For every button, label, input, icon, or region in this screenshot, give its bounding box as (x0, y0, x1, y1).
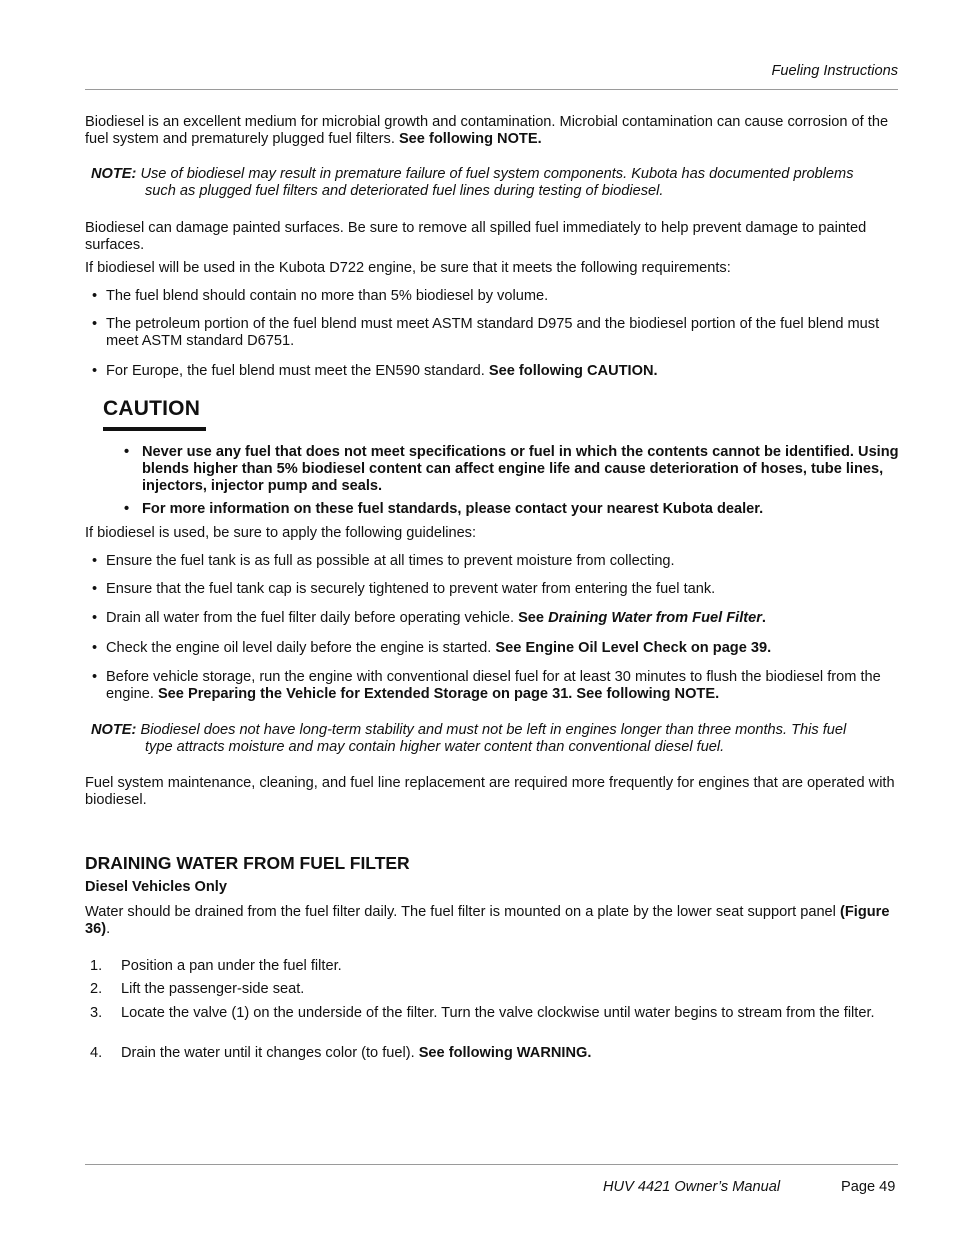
bullet-icon: • (92, 553, 98, 569)
header-rule (85, 89, 898, 90)
requirement-item (92, 363, 886, 380)
note-label: NOTE: (91, 722, 137, 738)
requirement-text: For Europe, the fuel blend must meet the EN590 standard. (106, 363, 489, 379)
guideline-item (92, 610, 886, 627)
requirement-reference: See following CAUTION. (488, 363, 658, 379)
caution-title: CAUTION (103, 397, 201, 420)
guideline-text: Ensure that the fuel tank cap is securely tightened to prevent water from entering the fuel tank. (106, 581, 716, 597)
caution-underline (103, 427, 206, 431)
step-text: Lift the passenger-side seat. (121, 981, 305, 997)
maintenance-paragraph: Fuel system maintenance, cleaning, and fuel line replacement are required more frequently for engines that are operated with biodiesel. (85, 775, 895, 808)
intro-paragraph (85, 114, 899, 148)
bullet-icon: • (124, 444, 130, 460)
note-text-line1: Biodiesel does not have long-term stability and must not be left in engines longer than three months. This fuel (136, 722, 847, 738)
step-text: Position a pan under the fuel filter. (121, 958, 342, 974)
caution-item (124, 444, 924, 495)
note-text-line2: such as plugged fuel filters and deteriorated fuel lines during testing of biodiesel. (145, 183, 664, 199)
section-paragraph (85, 904, 899, 938)
cross-reference-link[interactable]: See Preparing the Vehicle for Extended Storage on page 31. See following NOTE. (157, 686, 720, 702)
guideline-item (92, 669, 886, 703)
note-block-1 (91, 166, 901, 200)
intro-reference: See following NOTE. (398, 131, 542, 147)
note-label: NOTE: (91, 166, 137, 182)
guideline-item (92, 581, 886, 598)
caution-text: For more information on these fuel standards, please contact your nearest Kubota dealer. (142, 501, 764, 517)
step-number: 4. (90, 1045, 103, 1061)
section-text: Water should be drained from the fuel filter daily. The fuel filter is mounted on a plate by the lower seat support panel (85, 904, 840, 920)
step-number: 1. (90, 958, 103, 974)
guideline-item (92, 553, 886, 570)
bullet-icon: • (92, 288, 98, 304)
step-number: 3. (90, 1005, 103, 1021)
guideline-text: Check the engine oil level daily before the engine is started. (106, 640, 496, 656)
note-text-line1: Use of biodiesel may result in premature failure of fuel system components. Kubota has documented problems (136, 166, 854, 182)
footer-rule (85, 1164, 898, 1165)
bullet-icon: • (124, 501, 130, 517)
step-item (90, 1045, 911, 1062)
bullet-icon: • (92, 640, 98, 656)
step-item (90, 958, 911, 975)
bullet-icon: • (92, 581, 98, 597)
guideline-item (92, 640, 886, 657)
step-text: Drain the water until it changes color (to fuel). (121, 1045, 419, 1061)
guideline-text: Ensure the fuel tank is as full as possible at all times to prevent moisture from collecting. (106, 553, 675, 569)
requirements-intro: If biodiesel will be used in the Kubota D722 engine, be sure that it meets the following requirements: (85, 260, 731, 276)
cross-reference-link[interactable]: Draining Water from Fuel Filter (548, 610, 762, 626)
paint-paragraph: Biodiesel can damage painted surfaces. Be sure to remove all spilled fuel immediately to help prevent damage to painted surfaces. (85, 220, 867, 253)
note-block-2 (91, 722, 901, 756)
bullet-icon: • (92, 316, 98, 332)
note-text-line2: type attracts moisture and may contain higher water content than conventional diesel fuel. (145, 739, 725, 755)
requirement-item (92, 288, 886, 305)
guideline-text: Drain all water from the fuel filter daily before operating vehicle. (106, 610, 519, 626)
bullet-icon: • (92, 669, 98, 685)
section-subheading: Diesel Vehicles Only (85, 879, 227, 895)
step-item (90, 981, 911, 998)
caution-text: Never use any fuel that does not meet specifications or fuel in which the contents cannot be identified. Using blends higher than 5% biodiesel content can affect engine life and cause deterioration of hoses, tube lines, injectors, injector pump and seals. (142, 444, 899, 494)
guidelines-intro: If biodiesel is used, be sure to apply the following guidelines: (85, 525, 477, 541)
step-text: Locate the valve (1) on the underside of the filter. Turn the valve clockwise until water begins to stream from the filter. (121, 1005, 875, 1021)
figure-reference[interactable]: (Figure 36) (85, 904, 890, 937)
cross-reference-link[interactable]: See Engine Oil Level Check on page 39. (495, 640, 772, 656)
caution-item (124, 501, 924, 518)
page-number: Page 49 (841, 1179, 896, 1195)
footer-manual-title: HUV 4421 Owner’s Manual (603, 1179, 781, 1195)
section-heading: DRAINING WATER FROM FUEL FILTER (85, 853, 410, 873)
requirement-item (92, 316, 886, 350)
step-number: 2. (90, 981, 103, 997)
requirement-text: The fuel blend should contain no more than 5% biodiesel by volume. (106, 288, 549, 304)
guideline-reference: See (518, 610, 549, 626)
bullet-icon: • (92, 610, 98, 626)
running-header: Fueling Instructions (771, 63, 898, 79)
bullet-icon: • (92, 363, 98, 379)
step-reference: See following WARNING. (418, 1045, 592, 1061)
intro-text: Biodiesel is an excellent medium for microbial growth and contamination. Microbial contamination can cause corrosion of the fuel system and prematurely plugged fuel filters. (85, 114, 889, 147)
guideline-reference-end: . (761, 610, 766, 626)
guideline-text: Before vehicle storage, run the engine with conventional diesel fuel for at least 30 minutes to flush the biodiesel from the engine. (106, 669, 881, 702)
section-text-end: . (106, 921, 111, 937)
requirement-text: The petroleum portion of the fuel blend must meet ASTM standard D975 and the biodiesel portion of the fuel blend must meet ASTM standard D6751. (106, 316, 880, 349)
step-item (90, 1005, 911, 1022)
